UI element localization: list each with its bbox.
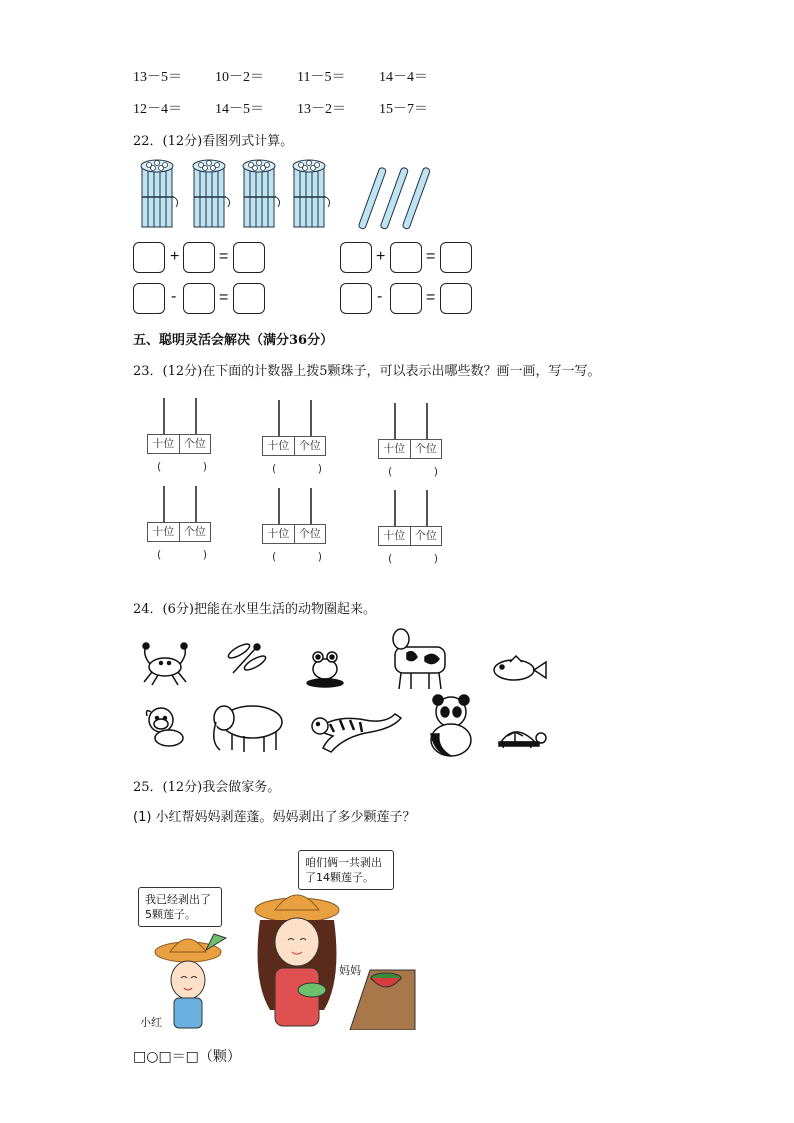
frog-icon[interactable] bbox=[307, 652, 343, 687]
equation: 13－2＝ bbox=[297, 102, 346, 117]
bundle-of-ten bbox=[293, 160, 330, 227]
fish-icon[interactable] bbox=[494, 656, 546, 680]
answer-box[interactable] bbox=[340, 242, 372, 273]
equals-sign: = bbox=[426, 248, 436, 265]
paren: ( bbox=[157, 460, 162, 473]
paren: ( bbox=[272, 550, 277, 563]
tens-label: 十位 bbox=[379, 440, 411, 458]
tens-label: 十位 bbox=[263, 437, 295, 455]
paren: ) bbox=[202, 460, 207, 473]
paren: ) bbox=[202, 548, 207, 561]
answer-box[interactable] bbox=[233, 242, 265, 273]
equals-sign: = bbox=[219, 289, 229, 306]
equals-sign: = bbox=[426, 289, 436, 306]
answer-box[interactable] bbox=[440, 242, 472, 273]
turtle-icon[interactable] bbox=[499, 732, 546, 748]
counting-frame[interactable] bbox=[147, 398, 217, 473]
ones-label: 个位 bbox=[414, 442, 437, 455]
mom-label: 妈妈 bbox=[339, 964, 361, 977]
ones-label: 个位 bbox=[414, 529, 437, 542]
equation: 15－7＝ bbox=[379, 102, 428, 117]
paren: ) bbox=[317, 550, 322, 563]
monkey-icon[interactable] bbox=[147, 708, 184, 746]
animals-illustration bbox=[130, 622, 560, 762]
tens-label: 十位 bbox=[148, 435, 180, 453]
paren: ) bbox=[433, 552, 438, 565]
dragonfly-icon[interactable] bbox=[227, 642, 268, 673]
answer-box[interactable] bbox=[440, 283, 472, 314]
answer-box[interactable] bbox=[183, 242, 215, 273]
ones-label: 个位 bbox=[298, 439, 321, 452]
tens-label: 十位 bbox=[148, 523, 180, 541]
answer-box[interactable] bbox=[133, 283, 165, 314]
question-22-title: 22．(12分)看图列式计算。 bbox=[133, 134, 294, 149]
bundle-of-ten bbox=[193, 160, 230, 227]
speech-bubble-xiaohong: 我已经剥出了5颗莲子。 bbox=[138, 887, 222, 927]
equation: 13－5＝ bbox=[133, 70, 182, 85]
question-24-title: 24．(6分)把能在水里生活的动物圈起来。 bbox=[133, 602, 376, 617]
question-25-title: 25．(12分)我会做家务。 bbox=[133, 780, 281, 795]
minus-sign: - bbox=[171, 288, 177, 305]
answer-box[interactable] bbox=[183, 283, 215, 314]
tens-label: 十位 bbox=[379, 527, 411, 545]
answer-template[interactable]: □○□＝□（颗） bbox=[133, 1049, 241, 1065]
question-25-1: (1) 小红帮妈妈剥莲蓬。妈妈剥出了多少颗莲子？ bbox=[133, 810, 416, 825]
equals-sign: = bbox=[219, 248, 229, 265]
paren: ( bbox=[388, 552, 393, 565]
plus-sign: + bbox=[376, 248, 386, 265]
equation: 14－5＝ bbox=[215, 102, 264, 117]
answer-box[interactable] bbox=[390, 283, 422, 314]
plus-sign: + bbox=[170, 248, 180, 265]
paren: ( bbox=[272, 462, 277, 475]
minus-sign: - bbox=[377, 288, 383, 305]
counting-frame[interactable] bbox=[378, 490, 448, 565]
ones-label: 个位 bbox=[298, 527, 321, 540]
xiaohong-label: 小红 bbox=[140, 1016, 162, 1029]
section-title: 五、聪明灵活会解决（满分36分） bbox=[133, 333, 334, 348]
paren: ( bbox=[388, 465, 393, 478]
counting-frame[interactable] bbox=[378, 403, 448, 478]
paren: ) bbox=[317, 462, 322, 475]
crab-icon[interactable] bbox=[143, 643, 187, 685]
question-23-title: 23．(12分)在下面的计数器上拨5颗珠子，可以表示出哪些数？画一画，写一写。 bbox=[133, 364, 601, 379]
sticks-illustration bbox=[140, 155, 460, 235]
tiger-icon[interactable] bbox=[312, 714, 401, 752]
equation: 14－4＝ bbox=[379, 70, 428, 85]
answer-box[interactable] bbox=[133, 242, 165, 273]
tens-label: 十位 bbox=[263, 525, 295, 543]
answer-box[interactable] bbox=[233, 283, 265, 314]
answer-box[interactable] bbox=[340, 283, 372, 314]
ones-label: 个位 bbox=[183, 525, 206, 538]
elephant-icon[interactable] bbox=[214, 706, 282, 752]
speech-bubble-mom: 咱们俩一共剥出了14颗莲子。 bbox=[298, 850, 394, 890]
paren: ) bbox=[433, 465, 438, 478]
equation: 10－2＝ bbox=[215, 70, 264, 85]
bundle-of-ten bbox=[243, 160, 280, 227]
ones-label: 个位 bbox=[183, 437, 206, 450]
girl-and-mother-picture bbox=[140, 880, 420, 1030]
cow-icon[interactable] bbox=[393, 629, 445, 689]
counting-frame[interactable] bbox=[262, 400, 332, 475]
answer-box[interactable] bbox=[390, 242, 422, 273]
equation: 11－5＝ bbox=[297, 70, 346, 85]
counting-frame[interactable] bbox=[262, 488, 332, 563]
equation: 12－4＝ bbox=[133, 102, 182, 117]
counting-frame[interactable] bbox=[147, 486, 217, 561]
panda-icon[interactable] bbox=[431, 695, 471, 756]
bundle-of-ten bbox=[141, 160, 178, 227]
paren: ( bbox=[157, 548, 162, 561]
